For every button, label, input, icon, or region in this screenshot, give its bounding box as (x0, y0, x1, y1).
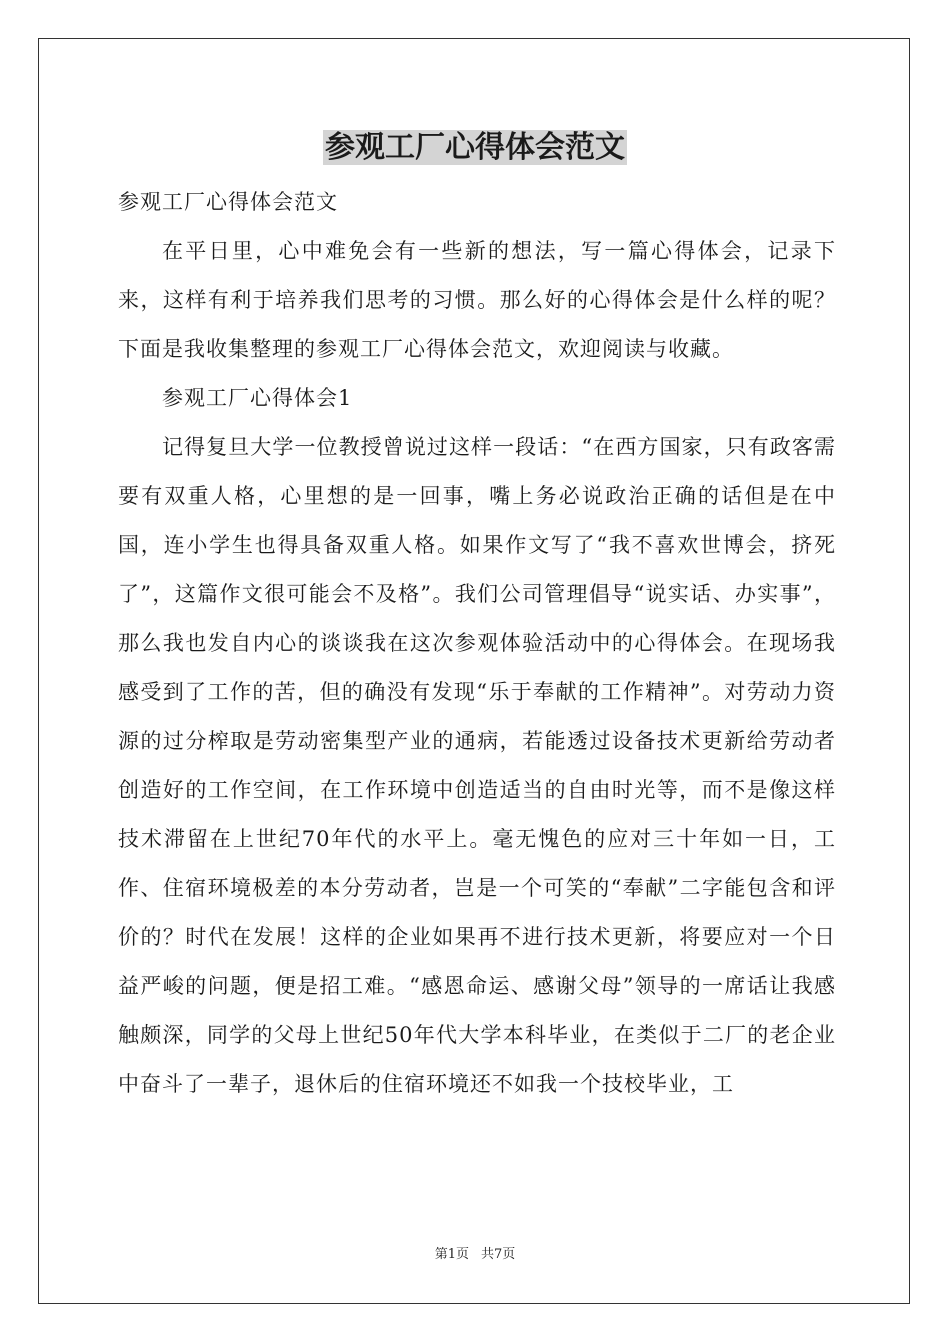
subtitle-line: 参观工厂心得体会范文 (118, 190, 338, 214)
page-total: 共7页 (481, 1247, 516, 1262)
document-body (118, 178, 836, 1109)
section-heading: 参观工厂心得体会1 (162, 386, 353, 410)
document-title-text: 参观工厂心得体会范文 (325, 130, 625, 165)
page-number: 第1页 (434, 1247, 469, 1262)
page-footer (0, 1246, 950, 1264)
body-paragraph: 记得复旦大学一位教授曾说过这样一段话：“在西方国家，只有政客需要有双重人格，心里想的是一回事，嘴上务必说政治正确的话但是在中国，连小学生也得具备双重人格。如果作文写了“我不喜欢世博会，挤死了”，这篇作文很可能会不及格”。我们公司管理倡导“说实话、办实事”，那么我也发自内心的谈谈我在这次参观体验活动中的心得体会。在现场我感受到了工作的苦，但的确没有发现“乐于奉献的工作精神”。对劳动力资源的过分榨取是劳动密集型产业的通病，若能透过设备技术更新给劳动者创造好的工作空间，在工作环境中创造适当的自由时光等，而不是像这样技术滞留在上世纪70年代的水平上。毫无愧色的应对三十年如一日，工作、住宿环境极差的本分劳动者，岂是一个可笑的“奉献”二字能包含和评价的？时代在发展！这样的企业如果再不进行技术更新，将要应对一个日益严峻的问题，便是招工难。“感恩命运、感谢父母”领导的一席话让我感触颇深，同学的父母上世纪50年代大学本科毕业，在类似于二厂的老企业中奋斗了一辈子，退休后的住宿环境还不如我一个技校毕业，工 (118, 435, 836, 1096)
intro-paragraph: 在平日里，心中难免会有一些新的想法，写一篇心得体会，记录下来，这样有利于培养我们思考的习惯。那么好的心得体会是什么样的呢？下面是我收集整理的参观工厂心得体会范文，欢迎阅读与收藏。 (118, 239, 836, 361)
document-title (0, 126, 950, 170)
